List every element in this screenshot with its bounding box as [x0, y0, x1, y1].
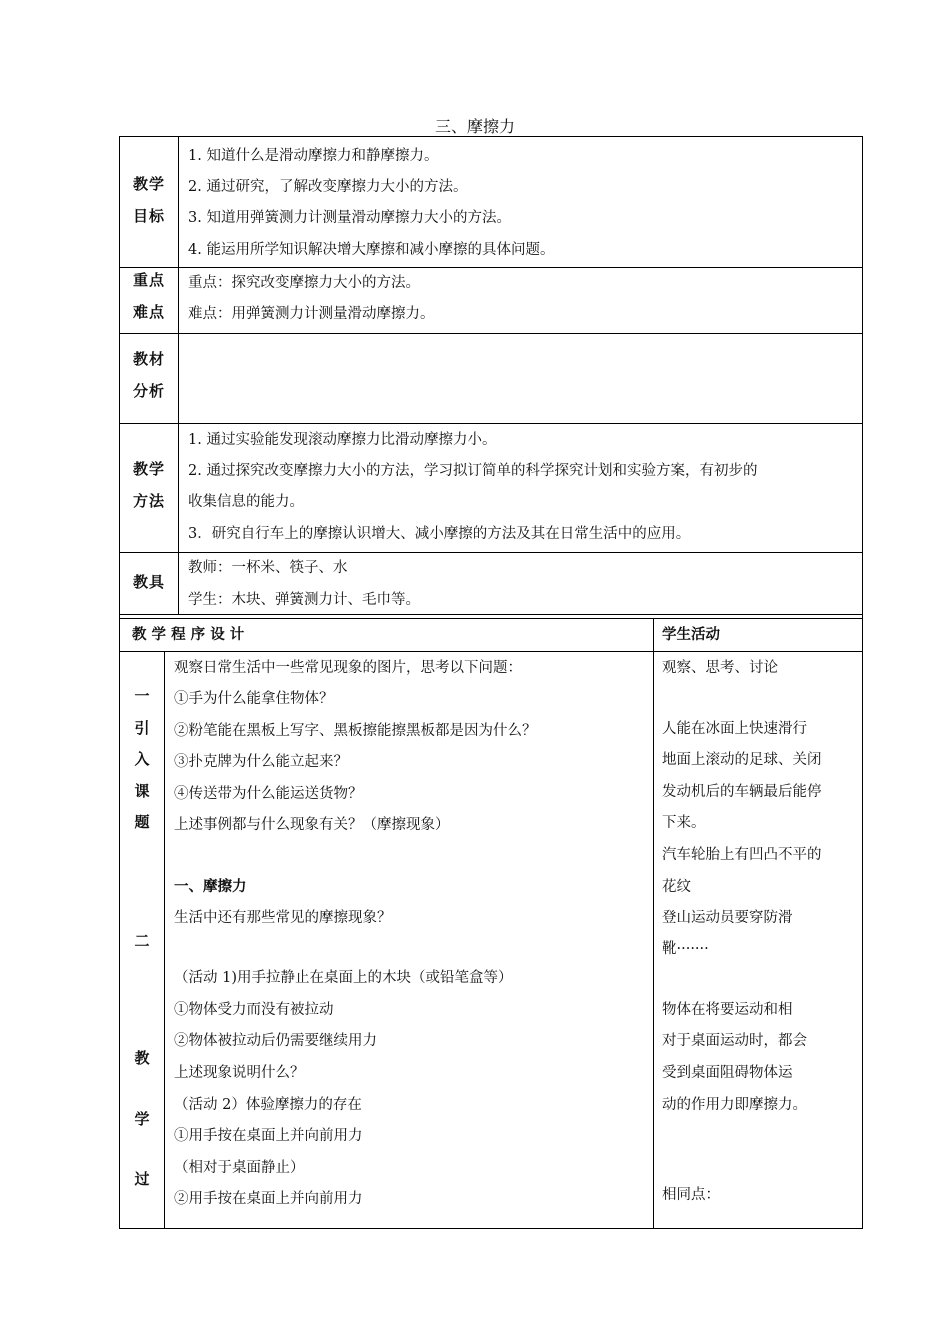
student-line: 下来。	[662, 815, 706, 831]
student-line: 登山运动员要穿防滑	[662, 910, 793, 926]
objectives-label-top: 教学	[132, 175, 165, 193]
objectives-label-bottom: 目标	[132, 207, 165, 225]
procedure-line: ①手为什么能拿住物体？	[174, 691, 334, 707]
student-line: 汽车轮胎上有凹凸不平的	[662, 847, 822, 863]
student-activity-header: 学生活动	[662, 626, 720, 643]
methods-label-top: 教学	[132, 460, 165, 478]
procedure-line: ①物体受力而没有被拉动	[174, 1002, 334, 1018]
student-line: 靴·······	[662, 941, 709, 957]
student-line: 地面上滚动的足球、关闭	[662, 752, 822, 768]
tools-label: 教具	[132, 573, 165, 591]
key-points-label-bottom: 难点	[132, 303, 165, 321]
tools-line: 教师：一杯米、筷子、水	[188, 560, 348, 576]
student-line: 物体在将要运动和相	[662, 1002, 793, 1018]
side-char: 过	[134, 1170, 150, 1188]
side-char: 学	[134, 1110, 150, 1128]
side-char: 入	[134, 750, 150, 768]
student-line: 观察、思考、讨论	[662, 660, 778, 676]
student-line: 动的作用力即摩擦力。	[662, 1097, 807, 1113]
col-divider	[653, 618, 654, 1228]
procedure-line: （活动 2）体验摩擦力的存在	[174, 1097, 362, 1113]
page-title: 三、摩擦力	[434, 117, 515, 136]
procedure-line: 上述现象说明什么？	[174, 1065, 305, 1081]
student-line: 人能在冰面上快速滑行	[662, 721, 807, 737]
key-points-label-top: 重点	[132, 271, 165, 289]
objectives-label	[125, 168, 173, 232]
procedure-line: 生活中还有那些常见的摩擦现象？	[174, 910, 392, 926]
procedure-line: ③扑克牌为什么能立起来？	[174, 754, 348, 770]
side-char: 题	[134, 813, 150, 831]
student-line: 受到桌面阻碍物体运	[662, 1065, 793, 1081]
objective-line: 2. 通过研究，了解改变摩擦力大小的方法。	[188, 179, 468, 195]
row-divider	[120, 267, 862, 268]
objective-line: 1. 知道什么是滑动摩擦力和静摩擦力。	[188, 148, 439, 164]
analysis-label-top: 教材	[132, 350, 165, 368]
procedure-line: 观察日常生活中一些常见现象的图片，思考以下问题：	[174, 660, 522, 676]
side-char: 引	[134, 719, 150, 737]
methods-label	[125, 453, 173, 517]
procedure-line: ②粉笔能在黑板上写字、黑板擦能擦黑板都是因为什么？	[174, 723, 537, 739]
key-point-line: 重点：探究改变摩擦力大小的方法。	[188, 275, 420, 291]
key-points-label	[125, 264, 173, 328]
procedure-line: ②用手按在桌面上并向前用力	[174, 1191, 363, 1207]
col-divider	[178, 137, 179, 614]
student-line: 发动机后的车辆最后能停	[662, 784, 822, 800]
row-divider	[120, 651, 862, 652]
row-divider	[120, 618, 862, 619]
objective-line: 4. 能运用所学知识解决增大摩擦和减小摩擦的具体问题。	[188, 242, 555, 258]
procedure-line: 上述事例都与什么现象有关？（摩擦现象）	[174, 817, 450, 833]
methods-label-bottom: 方法	[132, 492, 165, 510]
method-line: 2. 通过探究改变摩擦力大小的方法，学习拟订简单的科学探究计划和实验方案，有初步的	[188, 463, 758, 479]
row-divider	[120, 552, 862, 553]
procedure-line: ④传送带为什么能运送货物？	[174, 786, 363, 802]
method-line: 收集信息的能力。	[188, 494, 304, 510]
difficulty-line: 难点：用弹簧测力计测量滑动摩擦力。	[188, 306, 435, 322]
side-char: 二	[134, 932, 150, 950]
objective-line: 3. 知道用弹簧测力计测量滑动摩擦力大小的方法。	[188, 210, 511, 226]
col-divider	[164, 651, 165, 1228]
procedure-line: ①用手按在桌面上并向前用力	[174, 1128, 363, 1144]
side-char: 课	[134, 782, 150, 800]
student-line: 对于桌面运动时，都会	[662, 1033, 807, 1049]
lesson-table	[119, 136, 863, 1229]
row-divider	[120, 614, 862, 615]
analysis-label-bottom: 分析	[132, 382, 165, 400]
row-divider	[120, 423, 862, 424]
side-char: 教	[134, 1049, 150, 1067]
analysis-label	[125, 343, 173, 407]
student-line: 花纹	[662, 879, 691, 895]
method-line: 1. 通过实验能发现滚动摩擦力比滑动摩擦力小。	[188, 432, 497, 448]
procedure-line: （活动 1)用手拉静止在桌面上的木块（或铅笔盒等）	[174, 970, 513, 986]
procedure-line: （相对于桌面静止）	[174, 1160, 305, 1176]
procedure-line: ②物体被拉动后仍需要继续用力	[174, 1033, 377, 1049]
method-line: 3．研究自行车上的摩擦认识增大、减小摩擦的方法及其在日常生活中的应用。	[188, 526, 691, 542]
tools-line: 学生：木块、弹簧测力计、毛巾等。	[188, 592, 420, 608]
section-heading: 一、摩擦力	[174, 878, 247, 895]
procedure-header: 教 学 程 序 设 计	[132, 626, 245, 643]
student-line: 相同点：	[662, 1187, 720, 1203]
row-divider	[120, 333, 862, 334]
side-char: 一	[134, 687, 150, 705]
